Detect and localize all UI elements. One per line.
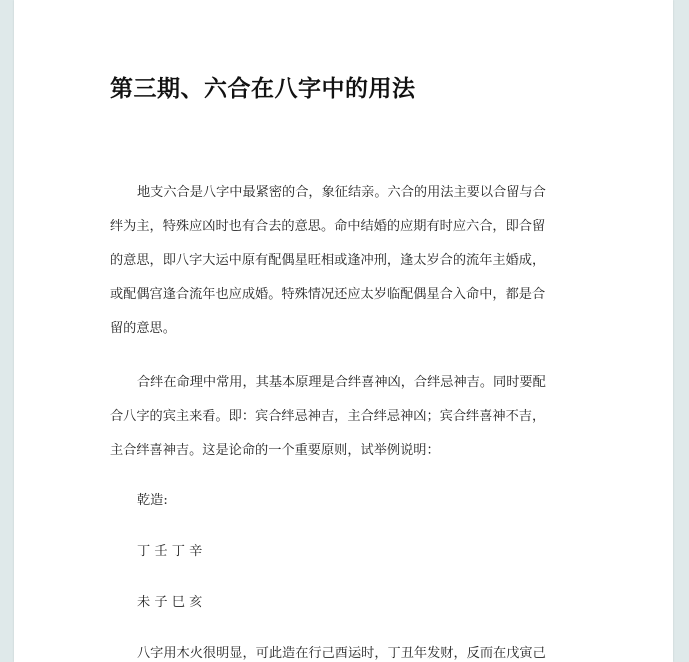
chart-branches-text: 未 子 巳 亥 <box>137 595 203 610</box>
example-label <box>110 484 580 518</box>
paragraph-example-analysis <box>110 637 580 662</box>
paragraph-line: 主合绊喜神吉。这是论命的一个重要原则，试举例说明： <box>110 443 440 458</box>
paragraph-liuhe-intro <box>110 176 580 346</box>
chart-branches <box>110 586 580 620</box>
paragraph-line: 的意思，即八字大运中原有配偶星旺相或逢冲刑，逢太岁合的流年主婚成， <box>110 253 546 268</box>
chart-stems <box>110 535 580 569</box>
paragraph-line: 八字用木火很明显，可此造在行己酉运时，丁丑年发财，反而在戊寅己 <box>137 646 546 661</box>
page-title: 第三期、六合在八字中的用法 <box>110 76 416 102</box>
paragraph-line: 合绊在命理中常用，其基本原理是合绊喜神凶，合绊忌神吉。同时要配 <box>137 375 546 390</box>
example-label-text: 乾造: <box>137 493 168 508</box>
chart-stems-text: 丁 壬 丁 辛 <box>137 544 203 559</box>
paragraph-line: 绊为主，特殊应凶时也有合去的意思。命中结婚的应期有时应六合，即合留 <box>110 219 546 234</box>
paragraph-line: 留的意思。 <box>110 321 176 336</box>
document-page <box>14 0 673 662</box>
paragraph-line: 或配偶宫逢合流年也应成婚。特殊情况还应太岁临配偶星合入命中，都是合 <box>110 287 546 302</box>
paragraph-heban-principle <box>110 366 580 468</box>
paragraph-line: 地支六合是八字中最紧密的合，象征结亲。六合的用法主要以合留与合 <box>137 185 546 200</box>
paragraph-line: 合八字的宾主来看。即：宾合绊忌神吉，主合绊忌神凶；宾合绊喜神不吉， <box>110 409 546 424</box>
